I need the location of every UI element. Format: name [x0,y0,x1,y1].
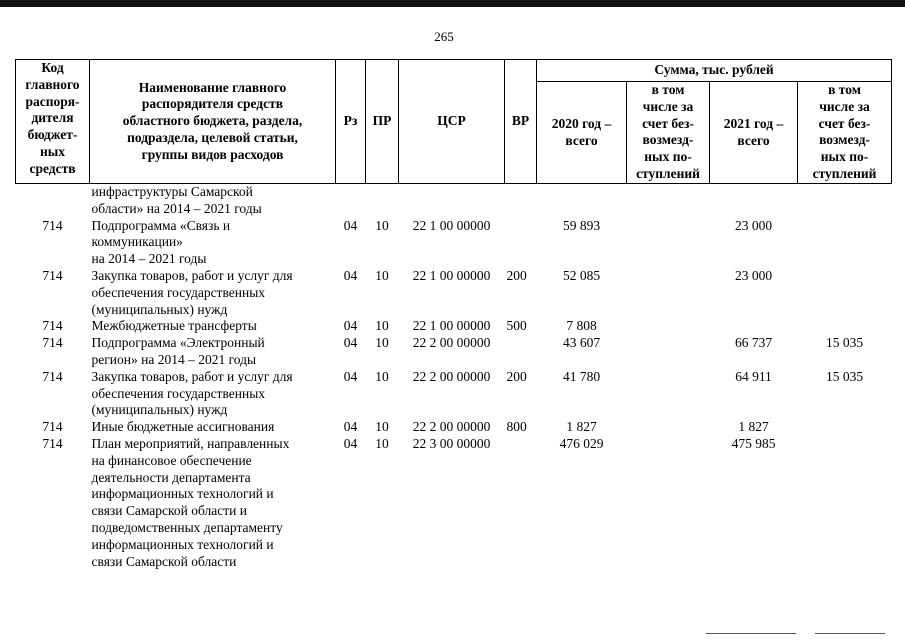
cell-name [90,218,336,268]
cell-name-line: информационных технологий и [91,486,274,502]
cell-code: 714 [42,318,63,334]
cell-name-line: Закупка товаров, работ и услуг для [91,368,293,384]
cell-name [90,369,336,419]
cell-2020-total: 476 029 [559,435,604,451]
cell-code: 714 [42,335,63,351]
cell-name-line: связи Самарской области и [91,503,247,519]
table-row [16,318,892,335]
cell-code [16,184,90,218]
cell-pr: 10 [375,435,389,451]
footer-rule-right [815,633,885,634]
cell-2020-free [627,369,710,419]
cell-rz: 04 [343,267,358,283]
header-2020-free: в том числе за счет без- возмезд- ных по- ступлений [627,82,710,184]
cell-2021-total: 23 000 [734,217,773,233]
cell-2021-total: 1 827 [738,419,769,435]
cell-rz [336,184,366,218]
cell-vr: 800 [506,419,527,435]
cell-2020-total [537,184,627,218]
cell-2020-free [627,335,710,369]
cell-name [90,335,336,369]
cell-2021-free [798,436,892,570]
cell-code: 714 [42,435,63,451]
cell-pr: 10 [375,267,389,283]
cell-name-line: План мероприятий, направленных [91,435,290,451]
cell-2021-total: 23 000 [734,267,773,283]
cell-rz: 04 [343,419,358,435]
cell-pr: 10 [375,318,389,334]
cell-pr: 10 [375,419,389,435]
cell-csr: 22 2 00 00000 [412,335,491,351]
cell-2021-free: 15 035 [825,368,864,384]
cell-name-line: Закупка товаров, работ и услуг для [91,267,293,283]
cell-2021-total: 475 985 [731,435,776,451]
cell-2021-free [798,218,892,268]
table-body [16,184,892,571]
header-csr: ЦСР [399,60,505,184]
cell-code: 714 [42,368,63,384]
cell-vr: 200 [506,368,527,384]
cell-name-line: на 2014 – 2021 годы [91,251,207,267]
cell-vr [505,436,537,570]
cell-pr: 10 [375,368,389,384]
cell-2020-free [627,268,710,318]
cell-name-line: (муниципальных) нужд [91,402,228,418]
cell-2021-total: 64 911 [735,368,772,384]
cell-2020-free [627,419,710,436]
cell-name [90,318,336,335]
cell-2020-total: 59 893 [562,217,601,233]
cell-2021-free [798,268,892,318]
top-border-bar [0,0,905,7]
cell-name [90,184,336,218]
cell-name [90,268,336,318]
table-row [16,369,892,419]
header-2021-free: в том числе за счет без- возмезд- ных по- ступлений [798,82,892,184]
cell-2020-total: 52 085 [562,267,601,283]
cell-code: 714 [42,267,63,283]
cell-name-line: коммуникации» [91,234,183,250]
cell-vr: 200 [506,267,527,283]
header-2020-total: 2020 год – всего [537,82,627,184]
cell-csr: 22 1 00 00000 [412,217,491,233]
cell-pr: 10 [375,217,389,233]
cell-name-line: (муниципальных) нужд [91,301,228,317]
cell-code: 714 [42,419,63,435]
header-2021-total: 2021 год – всего [710,82,798,184]
cell-csr: 22 1 00 00000 [412,267,491,283]
cell-2020-total: 41 780 [562,368,601,384]
cell-name-line: Межбюджетные трансферты [91,318,257,334]
header-vr: ВР [505,60,537,184]
cell-2021-free [798,184,892,218]
cell-name-line: на финансовое обеспечение [91,452,252,468]
cell-vr [505,184,537,218]
cell-name-line: связи Самарской области [91,553,237,569]
cell-2020-free [627,318,710,335]
cell-vr [505,218,537,268]
cell-rz: 04 [343,318,358,334]
cell-2020-total: 43 607 [562,335,601,351]
cell-name-line: подведомственных департаменту [91,519,283,535]
cell-name-line: Подпрограмма «Электронный [91,335,265,351]
cell-name-line: Подпрограмма «Связь и [91,217,231,233]
cell-name-line: обеспечения государственных [91,385,266,401]
cell-name-line: области» на 2014 – 2021 годы [91,200,262,216]
header-name: Наименование главного распорядителя средств областного бюджета, раздела, подраздела, целевой статьи, группы видов расходов [90,60,336,184]
table-row [16,335,892,369]
table-row [16,184,892,218]
cell-2020-free [627,436,710,570]
cell-rz: 04 [343,368,358,384]
table-row [16,436,892,570]
cell-2020-total: 1 827 [566,419,597,435]
table-row [16,419,892,436]
cell-name-line: деятельности департамента [91,469,251,485]
cell-csr: 22 3 00 00000 [412,435,491,451]
cell-name [90,436,336,570]
cell-2021-total: 66 737 [734,335,773,351]
cell-2021-total [710,318,798,335]
cell-2021-total [710,184,798,218]
cell-2020-total: 7 808 [566,318,597,334]
cell-pr: 10 [375,335,389,351]
cell-2021-free [798,318,892,335]
cell-2021-free: 15 035 [825,335,864,351]
cell-csr: 22 2 00 00000 [412,368,491,384]
page-number: 265 [434,29,454,44]
cell-2020-free [627,218,710,268]
cell-rz: 04 [343,335,358,351]
header-code: Код главного распоря- дителя бюджет- ных средств [16,60,90,184]
header-sum-group: Сумма, тыс. рублей [537,60,892,82]
table-row [16,268,892,318]
cell-pr [366,184,399,218]
cell-csr: 22 1 00 00000 [412,318,491,334]
budget-table [15,59,892,570]
table-header [16,60,892,184]
cell-csr [399,184,505,218]
cell-name-line: обеспечения государственных [91,284,266,300]
cell-2020-free [627,184,710,218]
cell-vr [505,335,537,369]
footer-rule-left [706,633,796,634]
cell-code: 714 [42,217,63,233]
cell-name-line: регион» на 2014 – 2021 годы [91,351,257,367]
cell-name-line: инфраструктуры Самарской [91,184,253,199]
header-pr: ПР [366,60,399,184]
cell-name-line: Иные бюджетные ассигнования [91,419,275,435]
cell-rz: 04 [343,435,358,451]
cell-rz: 04 [343,217,358,233]
cell-name [90,419,336,436]
header-rz: Рз [336,60,366,184]
table-row [16,218,892,268]
cell-name-line: информационных технологий и [91,536,274,552]
cell-vr: 500 [506,318,527,334]
cell-2021-free [798,419,892,436]
cell-csr: 22 2 00 00000 [412,419,491,435]
